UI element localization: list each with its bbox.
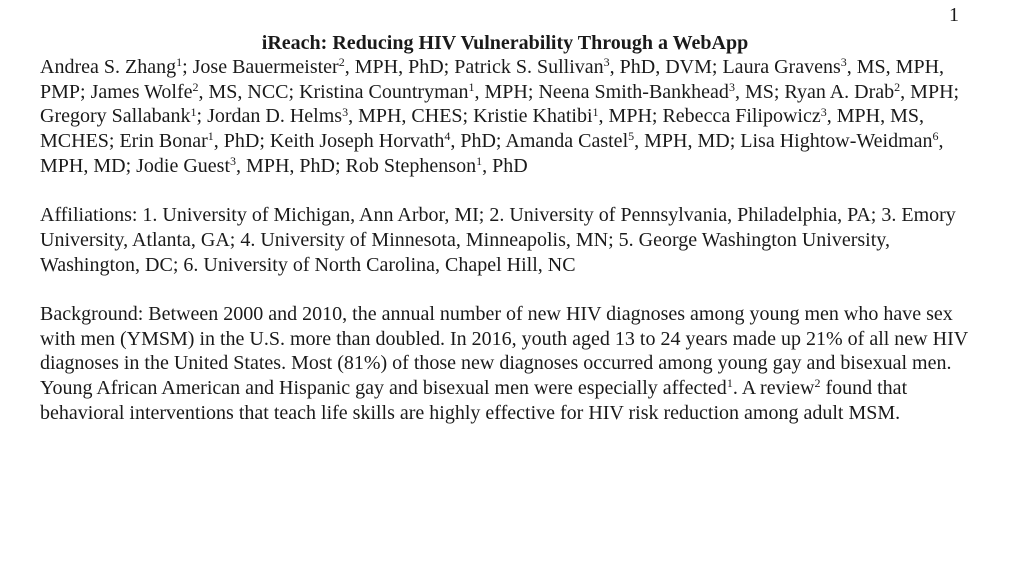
author-credentials: , MPH (474, 80, 528, 103)
background-paragraph (40, 302, 970, 426)
paragraph-gap (40, 277, 970, 302)
author-name: James Wolfe (90, 80, 193, 103)
affiliation-marker: 2 (192, 80, 199, 95)
author-credentials: , PhD (482, 154, 528, 177)
author-credentials: , MS (734, 80, 774, 103)
author-credentials: , MS, NCC (198, 80, 289, 103)
affiliation-marker: 3 (728, 80, 735, 95)
affiliation-marker: 1 (468, 80, 475, 95)
affiliation-marker: 2 (894, 80, 901, 95)
author-name: Lisa Hightow-Weidman (740, 130, 933, 153)
author-credentials: , MPH (598, 105, 652, 128)
author-name: Jose Bauermeister (192, 56, 339, 78)
author-credentials: , MPH, PhD (236, 154, 335, 177)
affiliation-marker: 1 (207, 129, 214, 144)
author-name: Kristie Khatibi (473, 105, 593, 128)
affiliation-marker: 1 (190, 104, 197, 119)
author-credentials: , MPH, MS, MCHES (40, 105, 925, 153)
affiliation-marker: 1 (176, 55, 183, 70)
author-name: Erin Bonar (119, 130, 208, 153)
author-name: Amanda Castel (505, 130, 629, 153)
author-credentials: , MPH (900, 80, 954, 103)
author-credentials: , PhD, DVM (609, 56, 712, 78)
affiliation-marker: 3 (820, 104, 827, 119)
paper-title: iReach: Reducing HIV Vulnerability Through a WebApp (261, 32, 749, 54)
background-text: Background: Between 2000 and 2010, the annual number of new HIV diagnoses among young men who have sex with men (YMSM) in the U.S. more than doubled. In 2016, youth aged 13 to 24 years made up 21% of all new HIV diagnoses in the United States. Most (81%) of those new diagnoses occurred among young gay and bisexual men. Young African American and Hispanic gay and bisexual men were especially affected (40, 303, 968, 400)
author-name: Andrea S. Zhang (40, 56, 177, 78)
author-list: Andrea S. Zhang$^1$; Jose Bauermeister$^2$, MPH, PhD; Patrick S. Sullivan$^3$, PhD, DVM; Laura Gravens$^3$, MS, MPH, PMP; James Wolfe$^2$, MS, NCC; Kristina Countryman$^1$, MPH; Neena Smith-Bankhead$^3$, MS; Ryan A. Drab$^2$, MPH; Gregory Sallabank$^1$; Jordan D. Helms$^3$, MPH, CHES; Kristie Khatibi$^1$, MPH; Rebecca Filipowicz$^3$, MPH, MS, MCHES; Erin Bonar$^1$, PhD; Keith Joseph Horvath$^4$, PhD; Amanda Castel$^5$, MPH, MD; Lisa Hightow-Weidman$^6$, MPH, MD; Jodie Guest$^3$, MPH, PhD; Rob Stephenson$^1$, PhD (40, 55, 960, 177)
author-name: Rob Stephenson (345, 154, 477, 177)
author-credentials: , MPH, MD (40, 130, 944, 177)
paper-content (40, 31, 970, 426)
affiliation-marker: 1 (476, 154, 483, 169)
page-number: 1 (949, 4, 959, 26)
author-name: Jordan D. Helms (207, 105, 343, 128)
author-credentials: , PhD (213, 130, 260, 153)
affiliation-marker: 3 (230, 154, 237, 169)
author-name: Ryan A. Drab (784, 80, 895, 103)
author-name: Patrick S. Sullivan (454, 56, 604, 78)
affiliation-marker: 3 (840, 55, 847, 70)
author-name: Rebecca Filipowicz (662, 105, 821, 128)
author-name: Neena Smith-Bankhead (538, 80, 729, 103)
author-credentials: , MPH, MD (634, 130, 730, 153)
author-name: Keith Joseph Horvath (269, 130, 445, 153)
affiliation-marker: 3 (603, 55, 610, 70)
affiliation-marker: 3 (342, 104, 349, 119)
background-text: found that behavioral interventions that teach life skills are highly effective for HIV risk reduction among adult MSM. (40, 377, 908, 424)
author-name: Laura Gravens (722, 56, 841, 78)
author-credentials: , MPH, PhD (344, 56, 444, 78)
author-name: Jodie Guest (136, 154, 231, 177)
author-credentials: , MPH, CHES (348, 105, 463, 128)
background-text: . A review (732, 377, 815, 400)
author-name: Gregory Sallabank (40, 105, 191, 128)
affiliation-marker: 5 (628, 129, 635, 144)
affiliation-marker: 1 (592, 104, 599, 119)
author-credentials: , PhD (450, 130, 496, 153)
author-name: Kristina Countryman (299, 80, 469, 103)
paragraph-gap (40, 179, 970, 204)
affiliation-marker: 6 (932, 129, 939, 144)
reference-marker: 1 (726, 376, 733, 391)
affiliation-marker: 2 (338, 55, 345, 70)
reference-marker: 2 (814, 376, 821, 391)
affiliation-marker: 4 (444, 129, 451, 144)
affiliations-paragraph: Affiliations: 1. University of Michigan, Ann Arbor, MI; 2. University of Pennsylvania, Philadelphia, PA; 3. Emory University, Atlanta, GA; 4. University of Minnesota, Minneapolis, MN; 5. George Washington University, Washington, DC; 6. University of North Carolina, Chapel Hill, NC (40, 204, 956, 276)
author-credentials: , MS, MPH, PMP (40, 56, 945, 103)
